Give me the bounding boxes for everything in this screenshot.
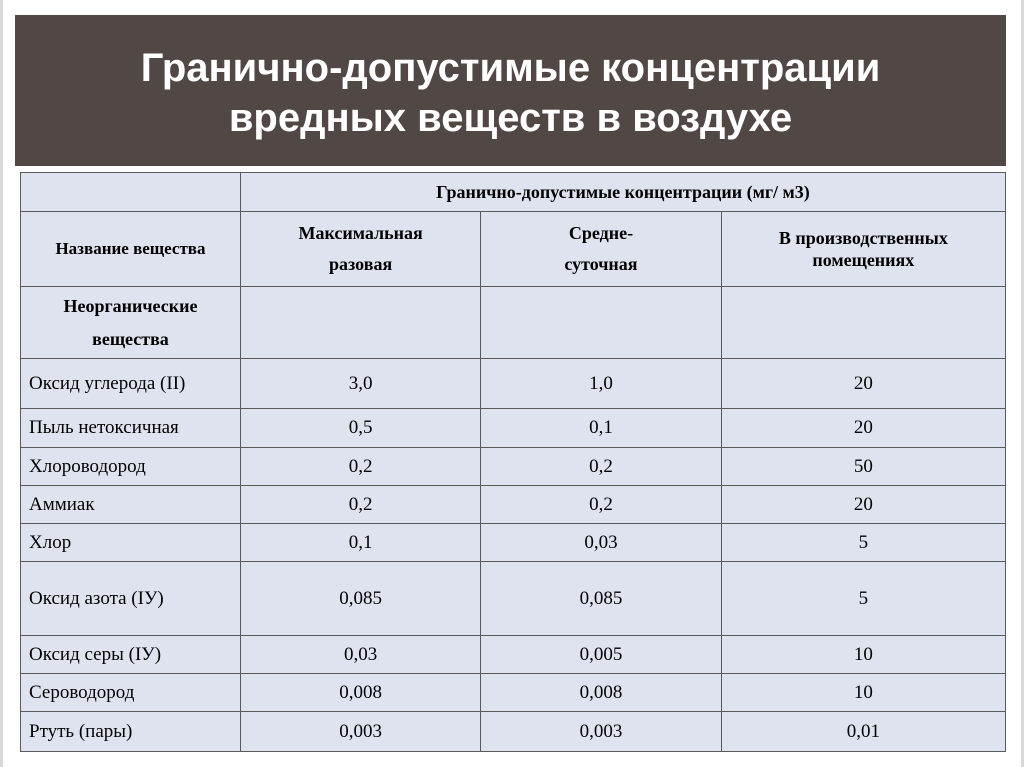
avg-header-line-2: суточная — [564, 254, 638, 274]
substance-name: Хлороводород — [21, 448, 241, 486]
name-header-cell: Название вещества — [21, 212, 241, 287]
avg-header-line-1: Средне- — [568, 223, 634, 243]
avg-value: 0,03 — [481, 524, 721, 562]
concentration-table — [20, 172, 1006, 752]
ind-value: 10 — [721, 674, 1005, 712]
max-header-line-1: Максимальная — [298, 223, 423, 243]
ind-header-line-1: В производственных — [778, 228, 948, 248]
table-row — [21, 636, 1006, 674]
slide-title-line-2: вредных веществ в воздухе — [228, 95, 793, 140]
substance-name: Оксид серы (IУ) — [21, 636, 241, 674]
table-row — [21, 524, 1006, 562]
max-value: 0,1 — [240, 524, 480, 562]
ind-value: 20 — [721, 486, 1005, 524]
section-header-line-1: Неорганические — [63, 295, 198, 316]
max-value: 3,0 — [240, 359, 480, 409]
avg-value: 0,005 — [481, 636, 721, 674]
avg-header-cell — [481, 212, 721, 287]
max-value: 0,2 — [240, 486, 480, 524]
table-row — [21, 712, 1006, 752]
avg-value: 0,2 — [481, 486, 721, 524]
max-value: 0,003 — [240, 712, 480, 752]
substance-name: Оксид углерода (II) — [21, 359, 241, 409]
ind-value: 50 — [721, 448, 1005, 486]
section-header-line-2: вещества — [92, 328, 169, 349]
ind-value: 5 — [721, 562, 1005, 636]
table-row — [21, 359, 1006, 409]
substance-name: Хлор — [21, 524, 241, 562]
table-row — [21, 448, 1006, 486]
table-row — [21, 674, 1006, 712]
section-empty-cell — [721, 287, 1005, 359]
section-empty-cell — [481, 287, 721, 359]
substance-name: Пыль нетоксичная — [21, 409, 241, 448]
table-row — [21, 409, 1006, 448]
ind-value: 10 — [721, 636, 1005, 674]
section-empty-cell — [240, 287, 480, 359]
avg-value: 0,003 — [481, 712, 721, 752]
section-row — [21, 287, 1006, 359]
ind-header-cell — [721, 212, 1005, 287]
avg-value: 1,0 — [481, 359, 721, 409]
ind-value: 0,01 — [721, 712, 1005, 752]
table-row — [21, 486, 1006, 524]
substance-name: Оксид азота (IУ) — [21, 562, 241, 636]
avg-value: 0,1 — [481, 409, 721, 448]
substance-name: Аммиак — [21, 486, 241, 524]
substance-name: Ртуть (пары) — [21, 712, 241, 752]
table-header-row-group — [21, 173, 1006, 212]
avg-value: 0,008 — [481, 674, 721, 712]
slide-title-line-1: Гранично-допустимые концентрации — [140, 45, 881, 90]
ind-value: 20 — [721, 359, 1005, 409]
max-value: 0,03 — [240, 636, 480, 674]
max-value: 0,2 — [240, 448, 480, 486]
max-value: 0,008 — [240, 674, 480, 712]
group-header-cell: Гранично-допустимые концентрации (мг/ м3) — [240, 173, 1005, 212]
ind-header-line-2: помещениях — [812, 250, 915, 270]
max-header-cell — [240, 212, 480, 287]
ind-value: 20 — [721, 409, 1005, 448]
header-empty-cell — [21, 173, 241, 212]
table-header-row-columns — [21, 212, 1006, 287]
max-header-line-2: разовая — [329, 254, 393, 274]
ind-value: 5 — [721, 524, 1005, 562]
slide-title-bar — [15, 15, 1006, 166]
substance-name: Сероводород — [21, 674, 241, 712]
table-row — [21, 562, 1006, 636]
avg-value: 0,2 — [481, 448, 721, 486]
section-header-cell — [21, 287, 241, 359]
avg-value: 0,085 — [481, 562, 721, 636]
max-value: 0,5 — [240, 409, 480, 448]
max-value: 0,085 — [240, 562, 480, 636]
